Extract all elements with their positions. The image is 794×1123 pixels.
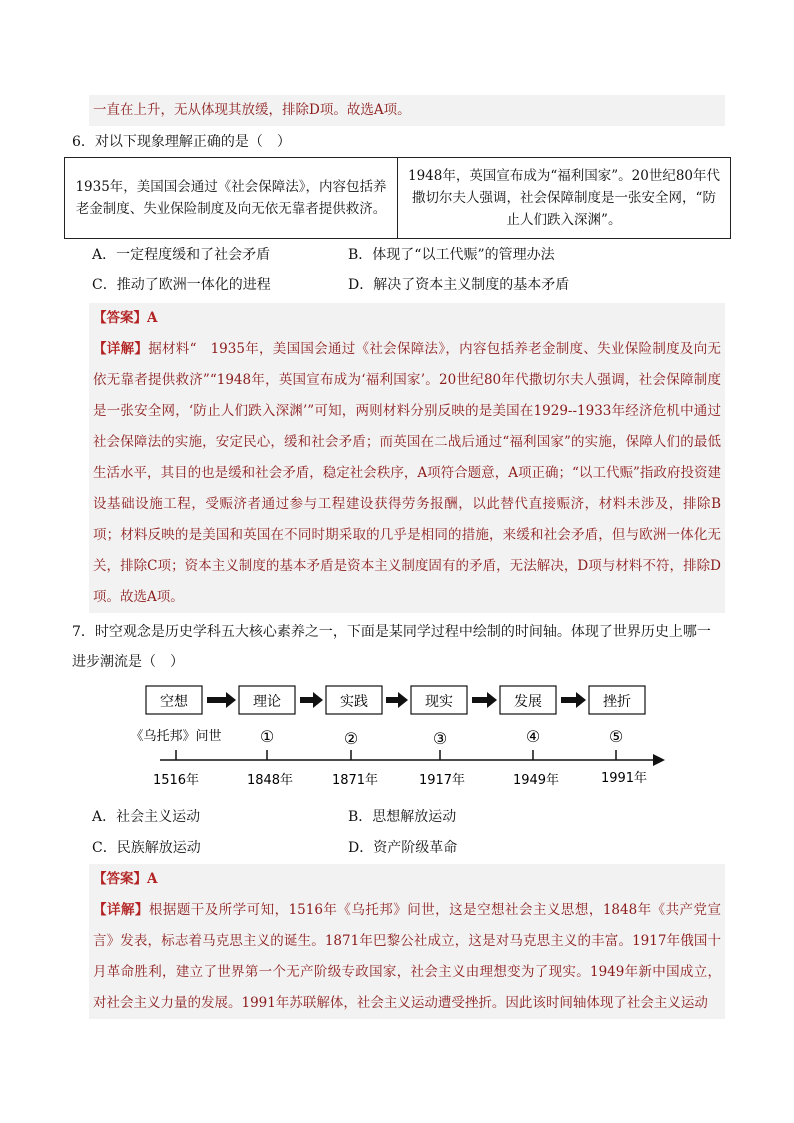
- q6-material-left: 1935年，美国国会通过《社会保障法》，内容包括养老金制度、失业保险制度及向无依无靠者提供救济。: [65, 158, 398, 239]
- q6-material-table: [64, 157, 731, 239]
- q7-option-a: A．社会主义运动: [92, 809, 201, 825]
- prev-answer-text: 一直在上升，无从体现其放缓，排除D项。故选A项。: [93, 102, 411, 118]
- box-cuozhe-label: 挫折: [603, 694, 631, 710]
- label-circle-1: ①: [259, 727, 275, 746]
- q6-detail: [93, 334, 721, 613]
- label-circle-4: ④: [525, 727, 541, 746]
- year-1871: 1871年: [331, 773, 379, 788]
- timeline-svg: [130, 680, 680, 790]
- prev-answer-tail: [89, 95, 725, 126]
- q6-option-b: B．体现了“以工代赈”的管理办法: [348, 247, 555, 263]
- box-shijian-label: 实践: [340, 694, 368, 710]
- label-circle-3: ③: [432, 729, 448, 748]
- q6-option-d: D．解决了资本主义制度的基本矛盾: [348, 277, 570, 293]
- q7-answer-value: A: [147, 871, 158, 887]
- timeline-ticks: [176, 750, 616, 760]
- thick-arrow-2: [300, 692, 323, 708]
- box-kongxiang-label: 空想: [160, 694, 188, 710]
- q7-answer-line: [93, 864, 721, 895]
- q7-option-b: B．思想解放运动: [348, 809, 457, 825]
- q7-stem: 7．时空观念是历史学科五大核心素养之一，下面是某同学过程中绘制的时间轴。体现了世界历史上哪一进步潮流是（ ）: [72, 624, 711, 670]
- year-1848: 1848年: [246, 773, 294, 788]
- thick-arrow-1: [207, 692, 236, 708]
- label-circle-2: ②: [343, 729, 359, 748]
- q6-answer-value: A: [147, 310, 158, 326]
- q7-detail: [93, 895, 721, 1019]
- year-1516: 1516年: [152, 773, 200, 788]
- box-xianshi-label: 现实: [425, 694, 453, 710]
- q6-detail-label: 【详解】: [93, 341, 149, 357]
- q6-answer-line: [93, 303, 721, 334]
- box-fazhan-label: 发展: [514, 694, 542, 710]
- year-1917: 1917年: [418, 773, 466, 788]
- q7-answer-label: 【答案】: [93, 871, 147, 887]
- year-1991: 1991年: [600, 771, 648, 786]
- q6-material-right: 1948年，英国宣布成为“福利国家”。20世纪80年代撒切尔夫人强调，社会保障制度是一张安全网，“防止人们跌入深渊”。: [398, 158, 731, 239]
- q6-stem: 6．对以下现象理解正确的是（ ）: [72, 134, 291, 150]
- box-lilun-label: 理论: [253, 694, 281, 710]
- q6-detail-text: 据材料“ 1935年，美国国会通过《社会保障法》，内容包括养老金制度、失业保险制度及向无依无靠者提供救济”“1948年，英国宣布成为‘福利国家’。20世纪80年代撒切尔夫人强调，社会保障制度是一张安全网，‘防止人们跌入深渊’”可知，两则材料分别反映的是美国在1929--1933年经济危机中通过社会保障法的实施，安定民心，缓和社会矛盾；而英国在二战后通过“福利国家”的实施，保障人们的最低生活水平，其目的也是缓和社会矛盾，稳定社会秩序，A项符合题意，A项正确；“以工代赈”指政府投资建设基础设施工程，受赈济者通过参与工程建设获得劳务报酬，以此替代直接赈济，材料未涉及，排除B项；材料反映的是美国和英国在不同时期采取的几乎是相同的措施，来缓和社会矛盾，但与欧洲一体化无关，排除C项；资本主义制度的基本矛盾是资本主义制度固有的矛盾，无法解决，D项与材料不符，排除D项。故选A项。: [93, 341, 721, 605]
- label-circle-5: ⑤: [608, 727, 624, 746]
- q7-answer-block: [89, 864, 725, 1019]
- year-1949: 1949年: [512, 773, 560, 788]
- q6-option-a: A．一定程度缓和了社会矛盾: [92, 247, 271, 263]
- q6-answer-block: [89, 303, 725, 613]
- q6-answer-label: 【答案】: [93, 310, 147, 326]
- q7-detail-label: 【详解】: [93, 902, 149, 918]
- q7-detail-text: 根据题干及所学可知，1516年《乌托邦》问世，这是空想社会主义思想，1848年《共产党宣言》发表，标志着马克思主义的诞生。1871年巴黎公社成立，这是对马克思主义的丰富。1917年俄国十月革命胜利，建立了世界第一个无产阶级专政国家，社会主义由理想变为了现实。1949年新中国成立，对社会主义力量的发展。1991年苏联解体，社会主义运动遭受挫折。因此该时间轴体现了社会主义运动: [93, 902, 722, 1011]
- thick-arrow-4: [472, 692, 497, 708]
- q7-timeline: [130, 680, 680, 790]
- thick-arrow-3: [386, 692, 408, 708]
- thick-arrow-5: [561, 692, 586, 708]
- label-utopia: 《乌托邦》问世: [130, 729, 222, 744]
- q7-option-c: C．民族解放运动: [92, 840, 201, 856]
- q7-option-d: D．资产阶级革命: [348, 840, 458, 856]
- q6-option-c: C．推动了欧洲一体化的进程: [92, 277, 271, 293]
